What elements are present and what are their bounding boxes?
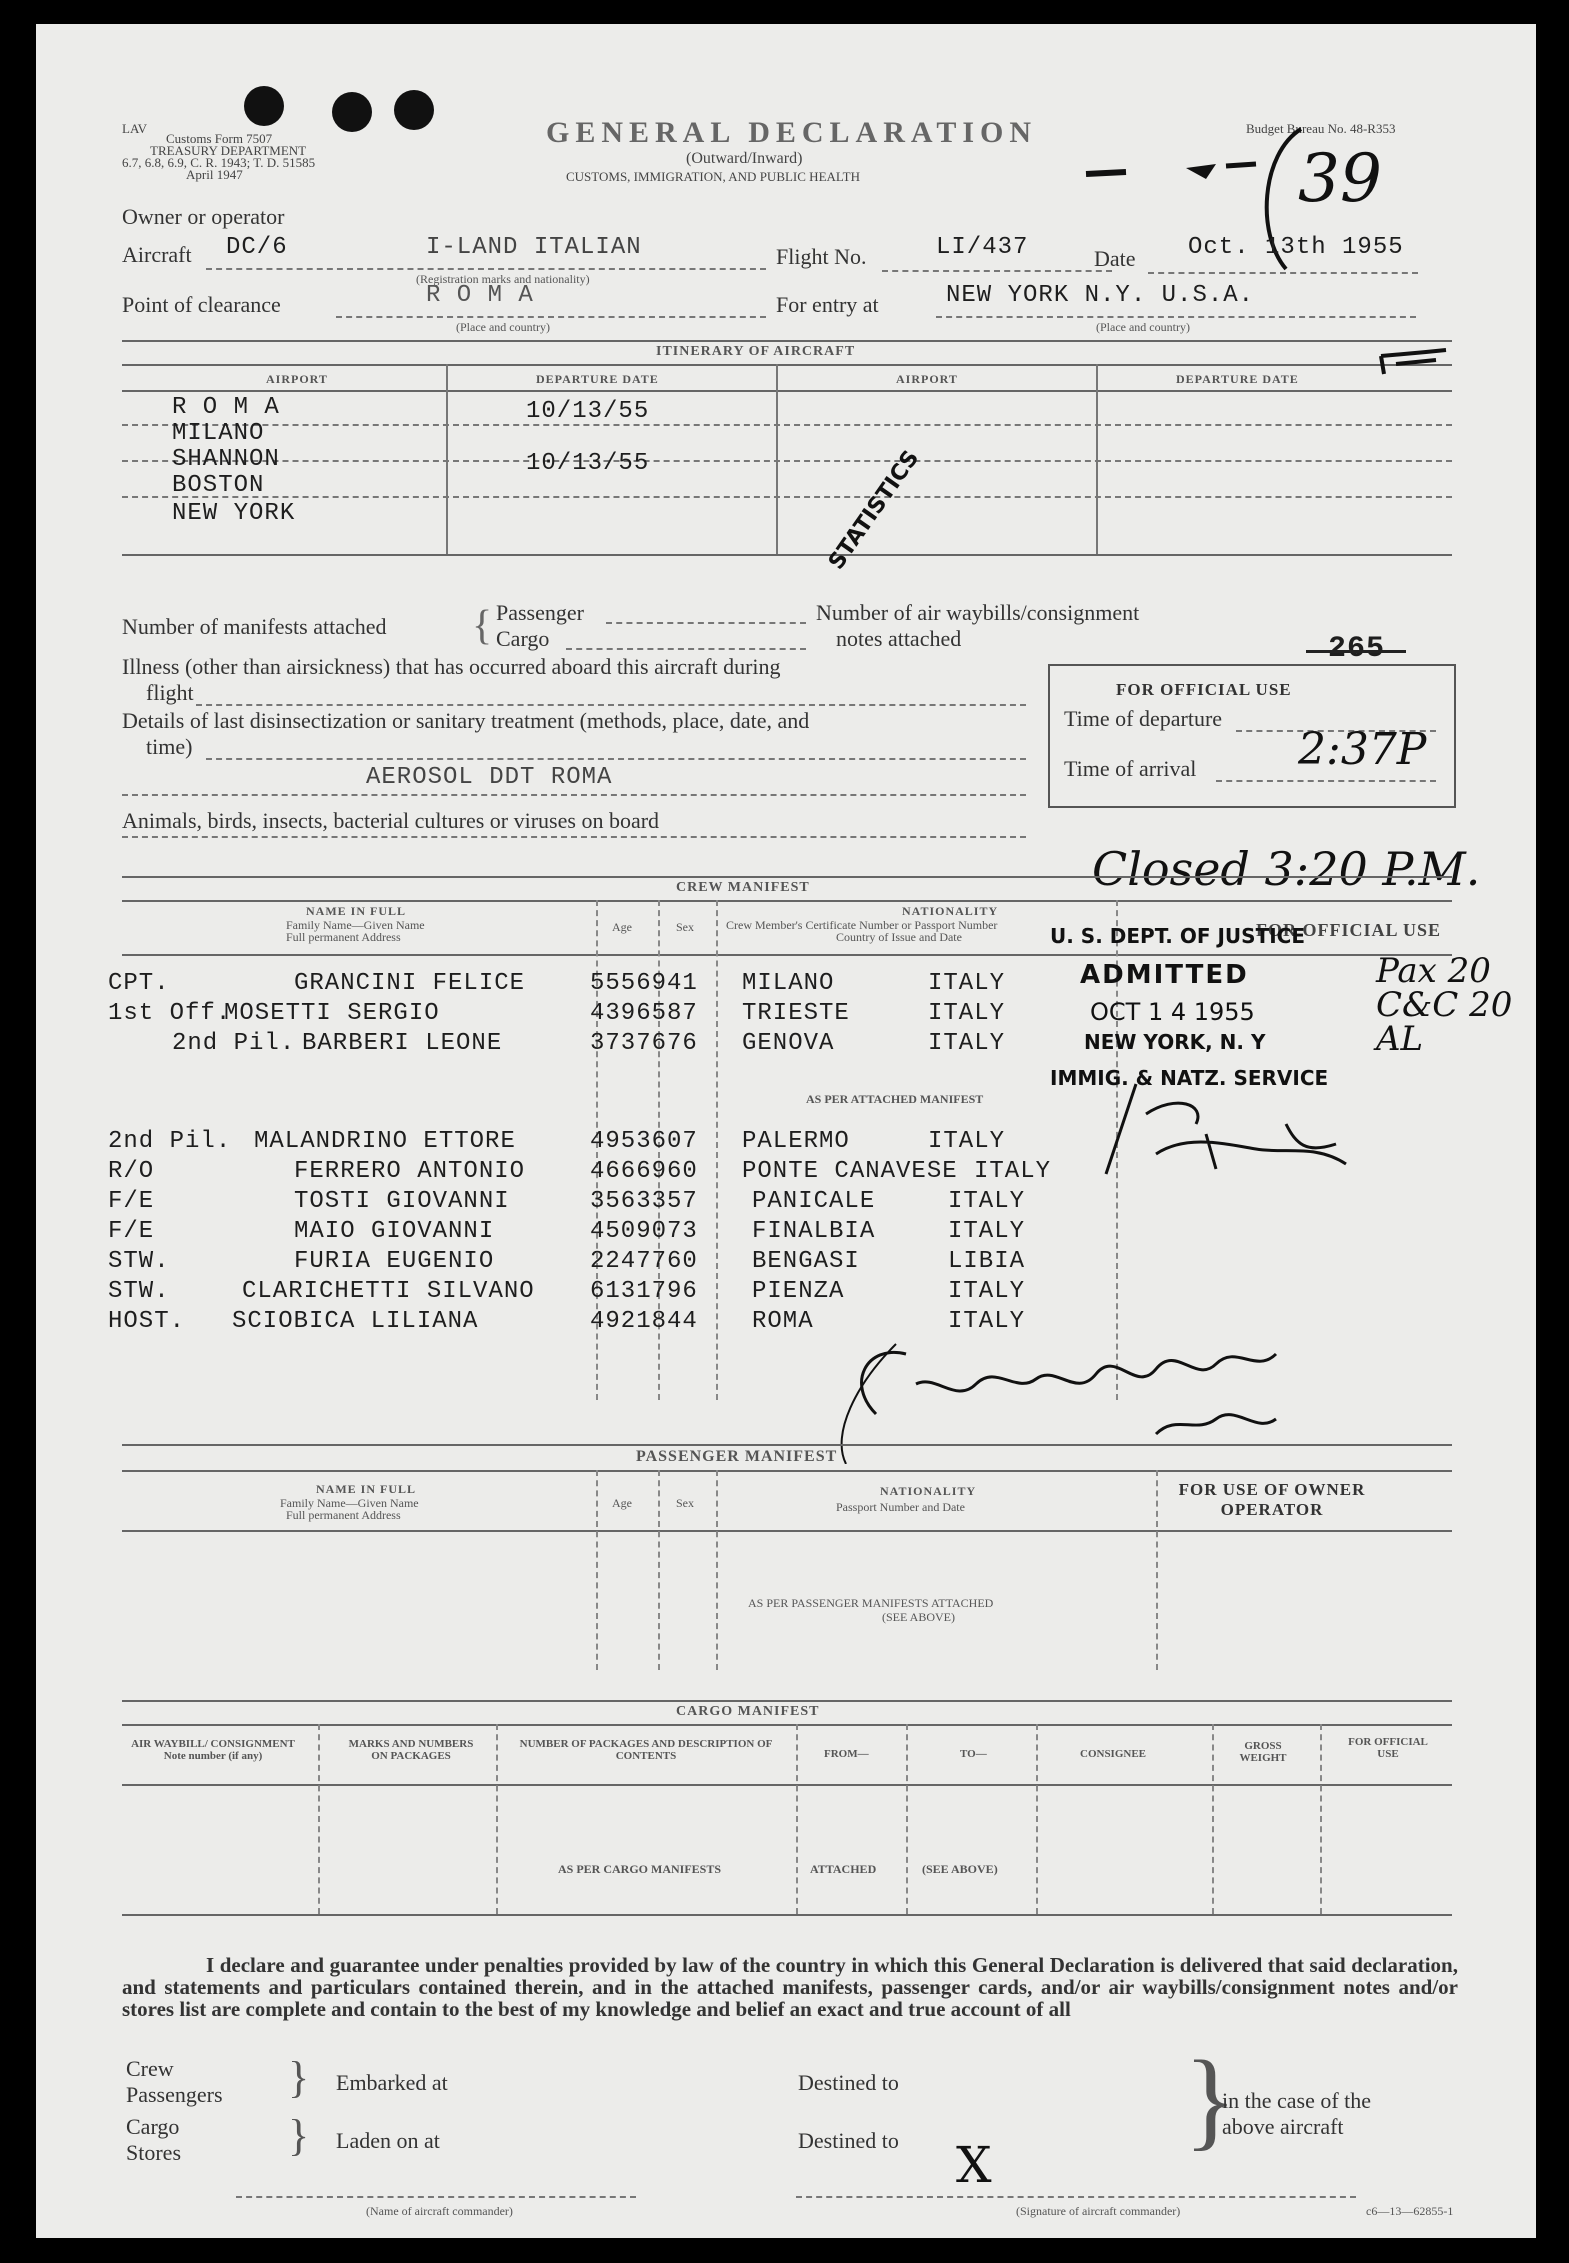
decl-right-brace: } bbox=[1184, 2038, 1237, 2160]
notes-attached-label: notes attached bbox=[836, 626, 962, 651]
crew-col-age: Age bbox=[612, 920, 632, 934]
dash-marks bbox=[1081, 144, 1261, 194]
passenger-col-nat: NATIONALITY bbox=[880, 1484, 977, 1498]
animals-line bbox=[122, 836, 1026, 838]
decl-cargo-label: Cargo bbox=[126, 2114, 180, 2139]
manifest-passenger-label: Passenger bbox=[496, 600, 584, 625]
crew-role: STW. bbox=[108, 1248, 170, 1275]
itinerary-row-rule bbox=[122, 496, 1452, 498]
form-id-line4: April 1947 bbox=[186, 167, 243, 182]
form-id-line2: TREASURY DEPARTMENT bbox=[150, 143, 307, 158]
disinsection-line2 bbox=[122, 794, 1026, 796]
pax-note: Pax 20 C&C 20 AL bbox=[1376, 951, 1513, 1059]
itinerary-bottom-rule bbox=[122, 554, 1452, 556]
time-of-arrival-label: Time of arrival bbox=[1064, 756, 1197, 781]
crew-passport: 2247760 bbox=[590, 1248, 698, 1275]
illness-label2: flight bbox=[146, 680, 194, 705]
crew-role: HOST. bbox=[108, 1308, 186, 1335]
crew-col-nat: NATIONALITY bbox=[902, 904, 999, 918]
cargo-header-rule bbox=[122, 1784, 1452, 1786]
crew-country: ITALY bbox=[948, 1188, 1026, 1215]
itinerary-airport: MILANO bbox=[172, 420, 265, 447]
itinerary-col-divider bbox=[446, 364, 448, 554]
waybills-label: Number of air waybills/consignment bbox=[816, 600, 1140, 625]
crew-title: CREW MANIFEST bbox=[676, 880, 810, 895]
decl-passengers-label: Passengers bbox=[126, 2082, 223, 2107]
entry-at-label: For entry at bbox=[776, 292, 879, 317]
crew-country: ITALY bbox=[928, 1128, 1006, 1155]
declaration-form bbox=[36, 24, 1536, 2238]
crew-passport: 3737676 bbox=[590, 1030, 698, 1057]
place-country-note2: (Place and country) bbox=[1096, 320, 1190, 334]
cargo-col: MARKS AND NUMBERS ON PACKAGES bbox=[348, 1738, 474, 1762]
crew-city: BENGASI bbox=[752, 1248, 860, 1275]
crew-col-name-sub2: Full permanent Address bbox=[286, 930, 401, 944]
crew-passport: 4953607 bbox=[590, 1128, 698, 1155]
crew-passport: 3563357 bbox=[590, 1188, 698, 1215]
passenger-col-owner: FOR USE OF OWNER OPERATOR bbox=[1178, 1480, 1366, 1519]
crew-country: ITALY bbox=[948, 1218, 1026, 1245]
itinerary-date: 10/13/55 bbox=[526, 450, 650, 477]
point-of-clearance-value: R O M A bbox=[426, 282, 534, 309]
cargo-col: GROSS WEIGHT bbox=[1239, 1740, 1287, 1764]
itinerary-col-airport2: AIRPORT bbox=[896, 372, 958, 386]
aircraft-label: Aircraft bbox=[122, 242, 192, 267]
crew-name: MAIO GIOVANNI bbox=[294, 1218, 495, 1245]
crew-role: CPT. bbox=[108, 970, 170, 997]
budget-bureau: Budget Bureau No. 48-R353 bbox=[1246, 121, 1396, 136]
crew-city: FINALBIA bbox=[752, 1218, 876, 1245]
passenger-col-divider bbox=[1156, 1470, 1158, 1670]
passenger-title: PASSENGER MANIFEST bbox=[636, 1448, 838, 1465]
passenger-line bbox=[606, 622, 806, 624]
flight-no-label: Flight No. bbox=[776, 244, 867, 269]
decl-destined1-label: Destined to bbox=[798, 2070, 899, 2095]
crew-name: FERRERO ANTONIO bbox=[294, 1158, 526, 1185]
itinerary-airport: NEW YORK bbox=[172, 500, 296, 527]
crew-passport: 6131796 bbox=[590, 1278, 698, 1305]
cargo-col: FOR OFFICIAL USE bbox=[1348, 1736, 1428, 1760]
itinerary-top-rule bbox=[122, 340, 1452, 342]
date-line bbox=[1148, 272, 1418, 274]
flight-no-value: LI/437 bbox=[936, 234, 1029, 261]
manifests-count: 265 bbox=[1328, 632, 1386, 666]
count-strike bbox=[1306, 650, 1406, 653]
time-of-arrival-value: 2:37P bbox=[1298, 724, 1427, 775]
crew-name: FURIA EUGENIO bbox=[294, 1248, 495, 1275]
itinerary-airport: R O M A bbox=[172, 394, 280, 421]
stamp-line2: ADMITTED bbox=[1080, 960, 1249, 990]
crew-role: R/O bbox=[108, 1158, 155, 1185]
crew-city: PALERMO bbox=[742, 1128, 850, 1155]
itinerary-airport: SHANNON bbox=[172, 446, 280, 473]
cargo-col: NUMBER OF PACKAGES AND DESCRIPTION OF CONTENTS bbox=[519, 1738, 773, 1762]
crew-role: 2nd Pil. bbox=[108, 1128, 232, 1155]
aircraft-line bbox=[206, 268, 766, 270]
passenger-col-name: NAME IN FULL bbox=[316, 1482, 417, 1496]
itinerary-header-rule bbox=[122, 390, 1452, 392]
cargo-col: TO— bbox=[960, 1748, 987, 1760]
crew-passport: 4921844 bbox=[590, 1308, 698, 1335]
passenger-note2: (SEE ABOVE) bbox=[882, 1610, 955, 1624]
crew-col-divider bbox=[716, 900, 718, 1400]
aircraft-type: DC/6 bbox=[226, 234, 288, 261]
crew-col-official: FOR OFFICIAL USE bbox=[1256, 920, 1442, 940]
crew-city: GENOVA bbox=[742, 1030, 835, 1057]
decl-destined2-label: Destined to bbox=[798, 2128, 899, 2153]
decl-brace: } bbox=[288, 2053, 310, 2102]
crew-country: ITALY bbox=[948, 1308, 1026, 1335]
punch-hole bbox=[332, 92, 372, 132]
form-id-line3: 6.7, 6.8, 6.9, C. R. 1943; T. D. 51585 bbox=[122, 155, 316, 170]
itinerary-row-rule bbox=[122, 424, 1452, 426]
crew-col-name: NAME IN FULL bbox=[306, 904, 407, 918]
punch-hole bbox=[244, 86, 284, 126]
cargo-col-divider bbox=[1212, 1724, 1214, 1914]
crew-name: CLARICHETTI SILVANO bbox=[242, 1278, 535, 1305]
cargo-col-divider bbox=[496, 1724, 498, 1914]
signature-line-name bbox=[236, 2196, 636, 2198]
manifests-label: Number of manifests attached bbox=[122, 614, 387, 639]
cargo-col-divider bbox=[906, 1724, 908, 1914]
passenger-col-nat-sub: Passport Number and Date bbox=[836, 1500, 965, 1514]
inspector-signature bbox=[1086, 1074, 1406, 1184]
stamp-line5: IMMIG. & NATZ. SERVICE bbox=[1050, 1066, 1329, 1090]
decl-crew-label: Crew bbox=[126, 2056, 174, 2081]
crew-rule bbox=[122, 900, 1452, 902]
date-value: Oct. 13th 1955 bbox=[1188, 234, 1404, 261]
crew-role: F/E bbox=[108, 1188, 155, 1215]
crew-role: F/E bbox=[108, 1218, 155, 1245]
cargo-note: AS PER CARGO MANIFESTS bbox=[558, 1862, 722, 1876]
clearance-line bbox=[336, 316, 766, 318]
itinerary-title: ITINERARY OF AIRCRAFT bbox=[656, 344, 856, 359]
crew-name: MALANDRINO ETTORE bbox=[254, 1128, 516, 1155]
crew-passport: 5556941 bbox=[590, 970, 698, 997]
closed-note: Closed 3:20 P.M. bbox=[1092, 842, 1481, 896]
disinsection-label: Details of last disinsectization or sanitary treatment (methods, place, date, and bbox=[122, 708, 810, 733]
crew-country: ITALY bbox=[948, 1278, 1026, 1305]
illness-label: Illness (other than airsickness) that has occurred aboard this aircraft during bbox=[122, 654, 781, 679]
form-id-line1: Customs Form 7507 bbox=[166, 131, 273, 146]
crew-country: ITALY bbox=[928, 970, 1006, 997]
itinerary-rule bbox=[122, 364, 1452, 366]
page-number-handwritten: 39 bbox=[1298, 140, 1382, 217]
form-title: GENERAL DECLARATION bbox=[546, 116, 1038, 149]
passenger-col-age: Age bbox=[612, 1496, 632, 1510]
crew-country: ITALY bbox=[928, 1000, 1006, 1027]
crew-col-nat-sub2: Country of Issue and Date bbox=[836, 930, 962, 944]
cargo-col: AIR WAYBILL/ CONSIGNMENT Note number (if any) bbox=[131, 1738, 295, 1762]
crew-city: TRIESTE bbox=[742, 1000, 850, 1027]
itinerary-col-airport: AIRPORT bbox=[266, 372, 328, 386]
crew-col-nat-sub1: Crew Member's Certificate Number or Passport Number bbox=[726, 918, 998, 932]
punch-hole bbox=[394, 90, 434, 130]
itinerary-row-rule bbox=[122, 460, 1452, 462]
stamp-line3: OCT 1 4 1955 bbox=[1090, 998, 1255, 1026]
crew-col-name-sub1: Family Name—Given Name bbox=[286, 918, 425, 932]
print-code: c6—13—62855-1 bbox=[1366, 2204, 1454, 2218]
cargo-col: FROM— bbox=[824, 1748, 869, 1760]
itinerary-col-departure2: DEPARTURE DATE bbox=[1176, 372, 1299, 386]
disinsection-value: AEROSOL DDT ROMA bbox=[366, 764, 613, 791]
crew-name: MOSETTI SERGIO bbox=[224, 1000, 440, 1027]
sig-name-caption: (Name of aircraft commander) bbox=[366, 2204, 513, 2218]
date-label: Date bbox=[1094, 246, 1136, 271]
signature-line-sig bbox=[796, 2196, 1356, 2198]
crew-top-rule bbox=[122, 876, 1452, 878]
passenger-header-rule bbox=[122, 1530, 1452, 1532]
point-of-clearance-label: Point of clearance bbox=[122, 292, 281, 317]
crew-country: ITALY bbox=[974, 1158, 1052, 1185]
passenger-rule bbox=[122, 1470, 1452, 1472]
cargo-rule bbox=[122, 1724, 1452, 1726]
registration-note: (Registration marks and nationality) bbox=[416, 272, 590, 286]
crew-col-sex: Sex bbox=[676, 920, 694, 934]
crew-name: TOSTI GIOVANNI bbox=[294, 1188, 510, 1215]
cargo-col-divider bbox=[1036, 1724, 1038, 1914]
time-of-departure-label: Time of departure bbox=[1064, 706, 1223, 731]
cargo-top-rule bbox=[122, 1700, 1452, 1702]
itinerary-date: 10/13/55 bbox=[526, 398, 650, 425]
entry-at-value: NEW YORK N.Y. U.S.A. bbox=[946, 282, 1255, 309]
crew-passport: 4509073 bbox=[590, 1218, 698, 1245]
crew-country: ITALY bbox=[928, 1030, 1006, 1057]
crew-city: PONTE CANAVESE bbox=[742, 1158, 958, 1185]
animals-label: Animals, birds, insects, bacterial cultures or viruses on board bbox=[122, 808, 660, 833]
passenger-col-divider bbox=[596, 1470, 598, 1670]
crew-role: 1st Off. bbox=[108, 1000, 232, 1027]
entry-line bbox=[936, 316, 1416, 318]
crew-role: STW. bbox=[108, 1278, 170, 1305]
decl-above-aircraft-label: above aircraft bbox=[1222, 2114, 1344, 2139]
itinerary-col-divider bbox=[1096, 364, 1098, 554]
official-use-title: FOR OFFICIAL USE bbox=[1116, 680, 1292, 699]
passenger-col-divider bbox=[716, 1470, 718, 1670]
passenger-note1: AS PER PASSENGER MANIFESTS ATTACHED bbox=[748, 1596, 994, 1610]
crew-city: ROMA bbox=[752, 1308, 814, 1335]
cargo-col: CONSIGNEE bbox=[1080, 1748, 1147, 1760]
crew-city: PANICALE bbox=[752, 1188, 876, 1215]
itinerary-airport: BOSTON bbox=[172, 472, 265, 499]
cargo-title: CARGO MANIFEST bbox=[676, 1704, 820, 1719]
decl-brace: } bbox=[288, 2111, 310, 2160]
form-subtitle: (Outward/Inward) bbox=[686, 150, 803, 167]
passenger-col-name-sub2: Full permanent Address bbox=[286, 1508, 401, 1522]
passenger-col-name-sub1: Family Name—Given Name bbox=[280, 1496, 419, 1510]
itinerary-col-departure: DEPARTURE DATE bbox=[536, 372, 659, 386]
cargo-col-divider bbox=[318, 1724, 320, 1914]
passenger-col-sex: Sex bbox=[676, 1496, 694, 1510]
crew-city: PIENZA bbox=[752, 1278, 845, 1305]
signature-x-mark: X bbox=[956, 2136, 992, 2194]
passenger-col-divider bbox=[658, 1470, 660, 1670]
declaration-text: I declare and guarantee under penalties provided by law of the country in which this General Declaration is delivered that said declaration, and statements and particulars contained therein, and in the attached manifests, passenger cards, and/or air waybills/consignment notes and/or stores list are complete and contain to the best of my knowledge and belief an exact and true account of all bbox=[122, 1953, 1458, 2021]
itinerary-col-divider bbox=[776, 364, 778, 554]
crew-country: LIBIA bbox=[948, 1248, 1026, 1275]
brace-symbol: { bbox=[472, 603, 493, 649]
statistics-stamp: STATISTICS bbox=[824, 446, 925, 575]
owner-operator-label: Owner or operator bbox=[122, 204, 285, 229]
aircraft-registration: I-LAND ITALIAN bbox=[426, 234, 642, 261]
crew-name: SCIOBICA LILIANA bbox=[232, 1308, 479, 1335]
cargo-col-divider bbox=[796, 1724, 798, 1914]
cargo-col-divider bbox=[1320, 1724, 1322, 1914]
crew-passport: 4396587 bbox=[590, 1000, 698, 1027]
manifest-cargo-label: Cargo bbox=[496, 626, 550, 651]
cargo-line bbox=[566, 648, 806, 650]
cargo-note: ATTACHED bbox=[810, 1862, 877, 1876]
passenger-top-rule bbox=[122, 1444, 1452, 1446]
illness-line bbox=[196, 704, 1026, 706]
sig-signature-caption: (Signature of aircraft commander) bbox=[1016, 2204, 1181, 2218]
form-id-lav: LAV bbox=[122, 121, 148, 136]
crew-role: 2nd Pil. bbox=[172, 1030, 296, 1057]
decl-laden-label: Laden on at bbox=[336, 2128, 440, 2153]
disinsection-line bbox=[206, 758, 1026, 760]
place-country-note: (Place and country) bbox=[456, 320, 550, 334]
decl-embarked-label: Embarked at bbox=[336, 2070, 448, 2095]
cargo-bottom-rule bbox=[122, 1914, 1452, 1916]
arrival-line bbox=[1216, 780, 1436, 782]
crew-header-rule bbox=[122, 954, 1452, 956]
cargo-note: (SEE ABOVE) bbox=[922, 1862, 998, 1876]
stamp-line4: NEW YORK, N. Y bbox=[1084, 1030, 1266, 1054]
crew-city: MILANO bbox=[742, 970, 835, 997]
corner-scribble bbox=[1376, 344, 1456, 384]
crew-passport: 4666960 bbox=[590, 1158, 698, 1185]
decl-in-case-label: in the case of the bbox=[1222, 2088, 1372, 2113]
stamp-line1: U. S. DEPT. OF JUSTICE bbox=[1050, 924, 1305, 948]
flight-line bbox=[882, 270, 1112, 272]
form-subtitle2: CUSTOMS, IMMIGRATION, AND PUBLIC HEALTH bbox=[566, 169, 860, 184]
decl-stores-label: Stores bbox=[126, 2140, 181, 2165]
crew-name: GRANCINI FELICE bbox=[294, 970, 526, 997]
crew-name: BARBERI LEONE bbox=[302, 1030, 503, 1057]
disinsection-label2: time) bbox=[146, 734, 193, 759]
crew-attached-note: AS PER ATTACHED MANIFEST bbox=[806, 1092, 984, 1106]
